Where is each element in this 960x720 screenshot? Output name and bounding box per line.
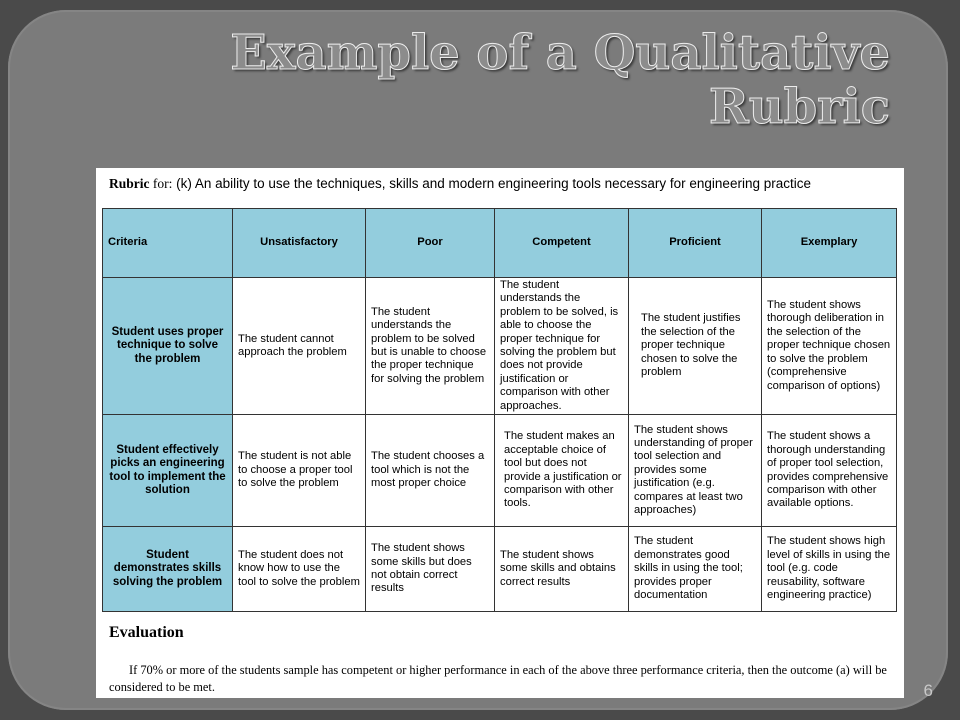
table-cell: The student shows a thorough understanding of proper tool selection, provides comprehensive comparison with other available options.: [762, 415, 897, 527]
rubric-for-label: for:: [149, 176, 173, 191]
column-header: Unsatisfactory: [233, 209, 366, 278]
table-cell: The student shows high level of skills in using the tool (e.g. code reusability, software engineering practice): [762, 527, 897, 612]
slide-title: Example of a Qualitative Rubric: [230, 25, 890, 135]
column-header: Poor: [366, 209, 495, 278]
rubric-outcome: (k) An ability to use the techniques, skills and modern engineering tools necessary for engineering practice: [172, 176, 811, 191]
table-cell: The student shows thorough deliberation in the selection of the proper technique chosen to solve the problem (comprehensive comparison of options): [762, 278, 897, 415]
table-row: [103, 527, 897, 612]
table-cell: The student shows understanding of proper tool selection and provides some justification (e.g. compares at least two approaches): [629, 415, 762, 527]
table-cell: The student justifies the selection of the proper technique chosen to solve the problem: [629, 278, 762, 415]
table-row: [103, 415, 897, 527]
evaluation-text: If 70% or more of the students sample has competent or higher performance in each of the above three performance criteria, then the outcome (a) will be considered to be met.: [109, 663, 887, 694]
criterion-cell: Student uses proper technique to solve the problem: [103, 278, 233, 415]
table-cell: The student understands the problem to be solved but is unable to choose the proper technique for solving the problem: [366, 278, 495, 415]
table-cell: The student shows some skills and obtains correct results: [495, 527, 629, 612]
slide-frame: [8, 10, 948, 710]
table-header-row: [103, 209, 897, 278]
table-cell: The student cannot approach the problem: [233, 278, 366, 415]
page-number: 6: [923, 681, 933, 700]
criterion-cell: Student demonstrates skills solving the problem: [103, 527, 233, 612]
table-cell: The student demonstrates good skills in using the tool; provides proper documentation: [629, 527, 762, 612]
rubric-label: Rubric: [109, 176, 150, 191]
column-header: Proficient: [629, 209, 762, 278]
table-cell: The student does not know how to use the tool to solve the problem: [233, 527, 366, 612]
rubric-document: [96, 168, 904, 698]
evaluation-heading: Evaluation: [109, 624, 184, 641]
column-header: Criteria: [103, 209, 233, 278]
table-cell: The student is not able to choose a proper tool to solve the problem: [233, 415, 366, 527]
table-row: [103, 278, 897, 415]
table-cell: The student makes an acceptable choice of tool but does not provide a justification or comparison with other tools.: [495, 415, 629, 527]
column-header: Exemplary: [762, 209, 897, 278]
column-header: Competent: [495, 209, 629, 278]
rubric-table: [102, 208, 897, 612]
table-cell: The student chooses a tool which is not the most proper choice: [366, 415, 495, 527]
table-cell: The student understands the problem to be solved, is able to choose the proper technique for solving the problem but does not provide justification or comparison with other approaches.: [495, 278, 629, 415]
criterion-cell: Student effectively picks an engineering tool to implement the solution: [103, 415, 233, 527]
table-cell: The student shows some skills but does not obtain correct results: [366, 527, 495, 612]
rubric-outcome-line: [109, 176, 896, 192]
